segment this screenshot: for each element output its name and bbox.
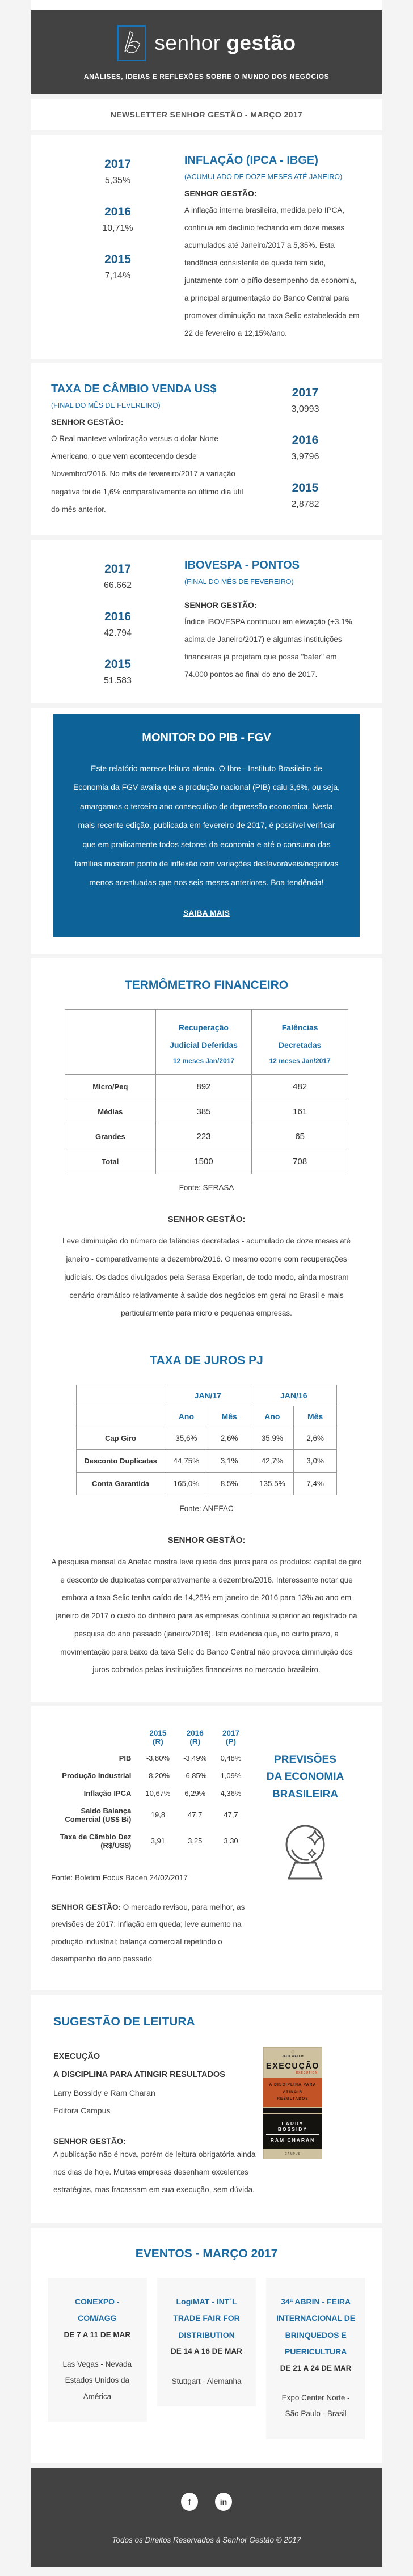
previsoes-section — [31, 1706, 382, 1991]
table-row — [51, 1749, 248, 1767]
juros-block — [51, 1354, 362, 1679]
senhor-gestao-label: SENHOR GESTÃO: — [167, 1215, 246, 1225]
termometro-table — [65, 1009, 348, 1175]
table-cell: Inflação IPCA — [83, 1788, 132, 1797]
year-group — [104, 562, 132, 591]
table-cell: 3,0% — [294, 1449, 337, 1472]
event-location: Stuttgart - Alemanha — [171, 2376, 242, 2385]
previsoes-side — [248, 1725, 362, 1968]
cambio-body: O Real manteve valorização versus o dolar Norte Americano, o que vem acontecendo desde Novembro/2016. No mês de fevereiro/2017 a variação negativa foi de 1,6% comparativamente ao último dia útil do mês anterior. — [51, 434, 243, 514]
book-cover-top — [263, 2047, 322, 2059]
table-cell: PIB — [119, 1753, 132, 1762]
top-strip — [31, 0, 382, 10]
table-cell: -8,20% — [146, 1771, 170, 1780]
ibovespa-body: Índice IBOVESPA continuou em elevação (+3,1% acima de Janeiro/2017) e algumas instituições financeiras já projetam que possa "bater" em 74.000 pontos ao final do ano de 2017. — [184, 617, 352, 679]
table-cell: 165,0% — [165, 1472, 208, 1495]
newsletter-title: NEWSLETTER SENHOR GESTÃO - MARÇO 2017 — [110, 110, 303, 119]
table-row — [65, 1124, 348, 1149]
table-cell: 0,48% — [220, 1753, 242, 1762]
year-value: 10,71% — [102, 223, 133, 233]
event-location: Expo Center Norte - São Paulo - Brasil — [281, 2393, 350, 2418]
table-header-cell: Ano — [251, 1406, 294, 1427]
inflacao-year-values — [51, 154, 184, 342]
year-label: 2016 — [104, 610, 131, 623]
year-value: 3,0993 — [291, 404, 319, 414]
table-header-cell: JAN/16 — [251, 1385, 336, 1406]
book-cover-author2: RAM CHARAN — [266, 2134, 319, 2145]
table-cell: 892 — [155, 1075, 252, 1099]
table-cell: Total — [65, 1149, 156, 1174]
table-cell: Taxa de Câmbio Dez (R$/US$) — [60, 1832, 132, 1850]
table-cell: 1500 — [155, 1149, 252, 1174]
year-value: 7,14% — [104, 271, 131, 281]
table-row — [51, 1725, 248, 1749]
side-title-line: BRASILEIRA — [272, 1788, 339, 1800]
table-header-cell: 2017 (P) — [222, 1728, 240, 1746]
previsoes-comment — [51, 1899, 248, 1968]
table-cell: -3,49% — [183, 1753, 207, 1762]
year-label: 2015 — [292, 481, 319, 495]
monitor-pib-title: MONITOR DO PIB - FGV — [142, 731, 271, 744]
copyright-text: Todos os Direitos Reservados à Senhor Gestão © 2017 — [112, 2535, 301, 2544]
event-date: DE 14 A 16 DE MAR — [171, 2347, 242, 2356]
event-card-conexpo — [48, 2278, 147, 2422]
book-cover-title-en: EXECUTION — [296, 2071, 318, 2075]
table-cell: 161 — [252, 1099, 348, 1124]
book-subtitle: A DISCIPLINA PARA ATINGIR RESULTADOS — [53, 2070, 225, 2080]
table-header-cell: Mês — [294, 1406, 337, 1427]
logo-word-senhor: senhor — [154, 31, 221, 54]
year-label: 2015 — [104, 253, 131, 266]
table-header-cell: Mês — [208, 1406, 251, 1427]
book-cover-banner — [263, 2108, 322, 2113]
table-header-cell: 2016 (R) — [186, 1728, 204, 1746]
monitor-pib-body: Este relatório merece leitura atenta. O Ibre - Instituto Brasileiro de Economia da FGV avalia que a produção nacional (PIB) caiu 3,6%, ou seja, amargamos o terceiro ano consecutivo de depressão economica. Nesta mais recente edição, publicada em fevereiro de 2017, é possível verificar que em praticamente todos setores da economia e até o consumo das famílias mostram ponto de inflexão com variações desfavoráveis/negativas menos acentuadas que nos seis meses anteriores. Boa tendência! — [73, 763, 340, 887]
inflacao-body: A inflação interna brasileira, medida pelo IPCA, continua em declínio fechando em doze meses acumulados até Janeiro/2017 a 5,35%. Esta tendência consistente de queda tem sido, juntamente com o pífio desempenho da economia, a principal argumentação do Banco Central para promover diminuição na taxa Selic estabelecida em 22 de fevereiro a 12,15%/ano. — [184, 206, 360, 338]
year-label: 2017 — [292, 386, 319, 400]
eventos-title: EVENTOS - MARÇO 2017 — [135, 2247, 278, 2260]
year-group — [104, 610, 132, 638]
table-header-cell — [155, 1009, 252, 1075]
year-label: 2016 — [104, 205, 131, 218]
table-cell: Conta Garantida — [77, 1472, 165, 1495]
table-cell: 7,4% — [294, 1472, 337, 1495]
inflacao-section — [31, 135, 382, 359]
cambio-content — [51, 383, 248, 518]
masthead — [31, 10, 382, 94]
ibovespa-year-values — [51, 559, 184, 686]
senhor-gestao-label: SENHOR GESTÃO: — [51, 417, 124, 427]
book-cover-publisher-logo: CAMPUS — [285, 2152, 301, 2156]
book-cover-subtitle: A DISCIPLINA PARA ATINGIR RESULTADOS — [263, 2078, 322, 2107]
table-cell: Micro/Peq — [65, 1075, 156, 1099]
previsoes-body: O mercado revisou, para melhor, as previsões de 2017: inflação em queda; leve aumento na produção industrial; balança comercial repetindo o desempenho do ano passado — [51, 1902, 245, 1964]
table-cell: 19,8 — [150, 1811, 166, 1820]
table-cell: 2,6% — [208, 1427, 251, 1449]
table-cell: 3,1% — [208, 1449, 251, 1472]
inflacao-title: INFLAÇÃO (IPCA - IBGE) — [184, 154, 318, 167]
pen-hand-logo-icon — [117, 25, 146, 61]
leitura-section — [31, 1995, 382, 2223]
year-label: 2015 — [104, 657, 131, 671]
table-header-cell — [51, 1725, 139, 1749]
table-row — [77, 1427, 337, 1449]
book-publisher: Editora Campus — [53, 2106, 111, 2116]
monitor-pib-bluebox — [53, 714, 360, 937]
table-cell: 385 — [155, 1099, 252, 1124]
logo-word-gestao: gestão — [226, 31, 296, 54]
table-cell: Médias — [65, 1099, 156, 1124]
table-cell: Produção Industrial — [62, 1771, 132, 1780]
year-group — [104, 658, 132, 686]
table-cell: Cap Giro — [77, 1427, 165, 1449]
logo-wordmark — [154, 31, 296, 55]
year-group — [292, 481, 319, 510]
table-header-cell: 2015 (R) — [149, 1728, 167, 1746]
event-name: LogiMAT - INT´L TRADE FAIR FOR DISTRIBUTION — [173, 2297, 240, 2340]
table-cell: 4,36% — [220, 1788, 242, 1797]
table-cell: -3,80% — [146, 1753, 170, 1762]
table-cell: 47,7 — [224, 1811, 238, 1820]
table-cell: Grandes — [65, 1124, 156, 1149]
previsoes-side-title — [248, 1752, 362, 1803]
header-line: Recuperação — [179, 1022, 229, 1032]
table-cell: 35,6% — [165, 1427, 208, 1449]
previsoes-content — [51, 1725, 248, 1968]
ibovespa-subtitle: (FINAL DO MÊS DE FEVEREIRO) — [184, 577, 294, 586]
table-row — [51, 1784, 248, 1802]
year-group — [104, 253, 131, 281]
book-title: EXECUÇÃO — [53, 2052, 100, 2062]
year-group — [292, 386, 319, 414]
ibovespa-content — [184, 559, 362, 686]
table-cell: 708 — [252, 1149, 348, 1174]
table-row — [51, 1802, 248, 1828]
previsoes-table — [51, 1725, 248, 1854]
table-header-cell — [77, 1385, 165, 1406]
saiba-mais-link[interactable]: SAIBA MAIS — [183, 908, 230, 917]
table-cell: 2,6% — [294, 1427, 337, 1449]
header-period: 12 meses Jan/2017 — [172, 1057, 235, 1065]
table-cell: 223 — [155, 1124, 252, 1149]
table-cell: 3,30 — [224, 1837, 238, 1846]
juros-fonte: Fonte: ANEFAC — [179, 1504, 234, 1513]
leitura-title: SUGESTÃO DE LEITURA — [53, 2015, 195, 2029]
year-label: 2017 — [104, 562, 131, 576]
year-label: 2017 — [104, 158, 131, 171]
termometro-juros-section — [31, 958, 382, 1702]
year-value: 42.794 — [104, 628, 132, 638]
side-title-line: PREVISÕES — [274, 1753, 336, 1766]
leitura-content — [53, 2015, 263, 2198]
year-group — [104, 158, 131, 186]
year-label: 2016 — [292, 434, 319, 447]
eventos-section — [31, 2228, 382, 2463]
header-line: Decretadas — [278, 1040, 322, 1050]
year-value: 3,9796 — [291, 452, 319, 462]
book-cover-author1: LARRY BOSSIDY — [277, 2120, 308, 2132]
book-cover — [263, 2047, 322, 2159]
header-period: 12 meses Jan/2017 — [269, 1057, 331, 1065]
book-cover-authors — [263, 2114, 322, 2149]
senhor-gestao-label: SENHOR GESTÃO: — [184, 189, 257, 198]
cambio-subtitle: (FINAL DO MÊS DE FEVEREIRO) — [51, 401, 161, 410]
table-row — [65, 1099, 348, 1124]
juros-table — [76, 1385, 337, 1495]
year-value: 2,8782 — [291, 500, 319, 510]
social-links — [31, 2493, 382, 2511]
event-grid — [48, 2278, 365, 2439]
book-quote-author: JACK WELCH — [281, 2055, 304, 2059]
table-cell: 65 — [252, 1124, 348, 1149]
table-cell: 47,7 — [188, 1811, 203, 1820]
table-cell: Saldo Balança Comercial (US$ Bi) — [65, 1806, 132, 1824]
crystal-ball-icon — [248, 1822, 362, 1885]
table-header-cell — [65, 1009, 156, 1075]
juros-title: TAXA DE JUROS PJ — [150, 1353, 263, 1367]
table-cell: 3,25 — [188, 1837, 203, 1846]
event-name: 34ª ABRIN - FEIRA INTERNACIONAL DE BRINQUEDOS E PUERICULTURA — [276, 2297, 356, 2357]
senhor-gestao-label: SENHOR GESTÃO: — [51, 1902, 121, 1911]
cambio-title: TAXA DE CÂMBIO VENDA US$ — [51, 383, 217, 396]
event-date: DE 21 A 24 DE MAR — [280, 2363, 352, 2372]
table-header-cell — [77, 1406, 165, 1427]
pen-hand-sketch — [122, 30, 141, 56]
table-cell: 8,5% — [208, 1472, 251, 1495]
logo — [31, 25, 382, 61]
table-cell: 6,29% — [184, 1788, 206, 1797]
book-cover-column — [263, 2015, 360, 2198]
table-row — [77, 1472, 337, 1495]
year-value: 51.583 — [104, 675, 132, 686]
table-row — [65, 1075, 348, 1099]
newsletter-title-bar — [31, 99, 382, 130]
inflacao-subtitle: (ACUMULADO DE DOZE MESES ATÉ JANEIRO) — [184, 173, 343, 181]
event-card-abrin — [266, 2278, 365, 2439]
senhor-gestao-label: SENHOR GESTÃO: — [53, 2136, 126, 2146]
book-cover-title: EXECUÇÃO — [266, 2062, 320, 2071]
table-cell: 44,75% — [165, 1449, 208, 1472]
senhor-gestao-label: SENHOR GESTÃO: — [184, 600, 257, 610]
table-cell: 1,09% — [220, 1771, 242, 1780]
termometro-fonte: Fonte: SERASA — [179, 1183, 234, 1192]
senhor-gestao-label: SENHOR GESTÃO: — [167, 1535, 246, 1545]
table-cell: 3,91 — [150, 1837, 166, 1846]
event-name: CONEXPO - COM/AGG — [75, 2297, 120, 2323]
linkedin-icon[interactable]: in — [215, 2493, 232, 2511]
header-line: Falências — [281, 1022, 318, 1032]
table-cell: 42,7% — [251, 1449, 294, 1472]
event-date: DE 7 A 11 DE MAR — [64, 2330, 131, 2339]
table-cell: 135,5% — [251, 1472, 294, 1495]
table-row — [51, 1767, 248, 1784]
table-header-cell: Ano — [165, 1406, 208, 1427]
table-header-cell: JAN/17 — [165, 1385, 251, 1406]
table-cell: -6,85% — [183, 1771, 207, 1780]
juros-body: A pesquisa mensal da Anefac mostra leve queda dos juros para os produtos: capital de giro e desconto de duplicatas comparativamente a dezembro/2016. Interessante notar que embora a taxa Selic tenha caído de 14,25% em janeiro de 2016 para 13% ao ano em janeiro de 2017 o custo do dinheiro para as empresas continua superior ao registrado na pesquisa do ano passado (janeiro/2016). Isto evidencia que, no curto prazo, a movimentação para baixo da taxa Selic do Banco Central não provoca diminuição dos juros cobrados pelas instituições financeiras no mercado brasileiro. — [51, 1557, 362, 1674]
termometro-title: TERMÔMETRO FINANCEIRO — [124, 978, 289, 992]
event-card-logimat — [157, 2278, 256, 2406]
table-row — [77, 1449, 337, 1472]
year-value: 5,35% — [104, 176, 131, 185]
year-group — [292, 434, 319, 462]
header-line: Judicial Deferidas — [170, 1040, 238, 1050]
cambio-year-values — [248, 383, 362, 518]
ibovespa-title: IBOVESPA - PONTOS — [184, 559, 300, 572]
table-cell: 10,67% — [145, 1788, 171, 1797]
table-row — [65, 1149, 348, 1174]
termometro-body: Leve diminuição do número de falências decretadas - acumulado de doze meses até janeiro - comparativamente a dezembro/2016. O mesmo ocorre com recuperações judiciais. Os dados divulgados pela Serasa Experian, de todo modo, ainda mostram cenário dramático relativamente à saúde dos negócios em geral no Brasil e mais particularmente para micro e pequenas empresas. — [62, 1237, 351, 1318]
table-row — [51, 1828, 248, 1854]
gear-icon: ⚙ — [290, 2049, 296, 2055]
table-header-cell — [252, 1009, 348, 1075]
cambio-section — [31, 363, 382, 535]
event-location: Las Vegas - Nevada Estados Unidos da América — [62, 2360, 132, 2401]
table-row — [77, 1385, 337, 1406]
year-group — [102, 205, 133, 234]
facebook-icon[interactable]: f — [181, 2493, 198, 2511]
leitura-body: A publicação não é nova, porém de leitura obrigatória ainda nos dias de hoje. Muitas empresas desenham excelentes estratégias, mas fracassam em sua execução, sem dúvida. — [53, 2150, 256, 2194]
previsoes-fonte: Fonte: Boletim Focus Bacen 24/02/2017 — [51, 1873, 188, 1882]
book-authors: Larry Bossidy e Ram Charan — [53, 2088, 155, 2098]
year-value: 66.662 — [104, 580, 132, 590]
table-row — [77, 1406, 337, 1427]
table-cell: 35,9% — [251, 1427, 294, 1449]
inflacao-content — [184, 154, 362, 342]
table-cell: 482 — [252, 1075, 348, 1099]
tagline: ANÁLISES, IDEIAS E REFLEXÕES SOBRE O MUNDO DOS NEGÓCIOS — [83, 73, 330, 81]
monitor-pib-section — [31, 708, 382, 954]
side-title-line: DA ECONOMIA — [266, 1771, 344, 1783]
ibovespa-section — [31, 540, 382, 703]
table-cell: Desconto Duplicatas — [77, 1449, 165, 1472]
footer — [31, 2468, 382, 2567]
